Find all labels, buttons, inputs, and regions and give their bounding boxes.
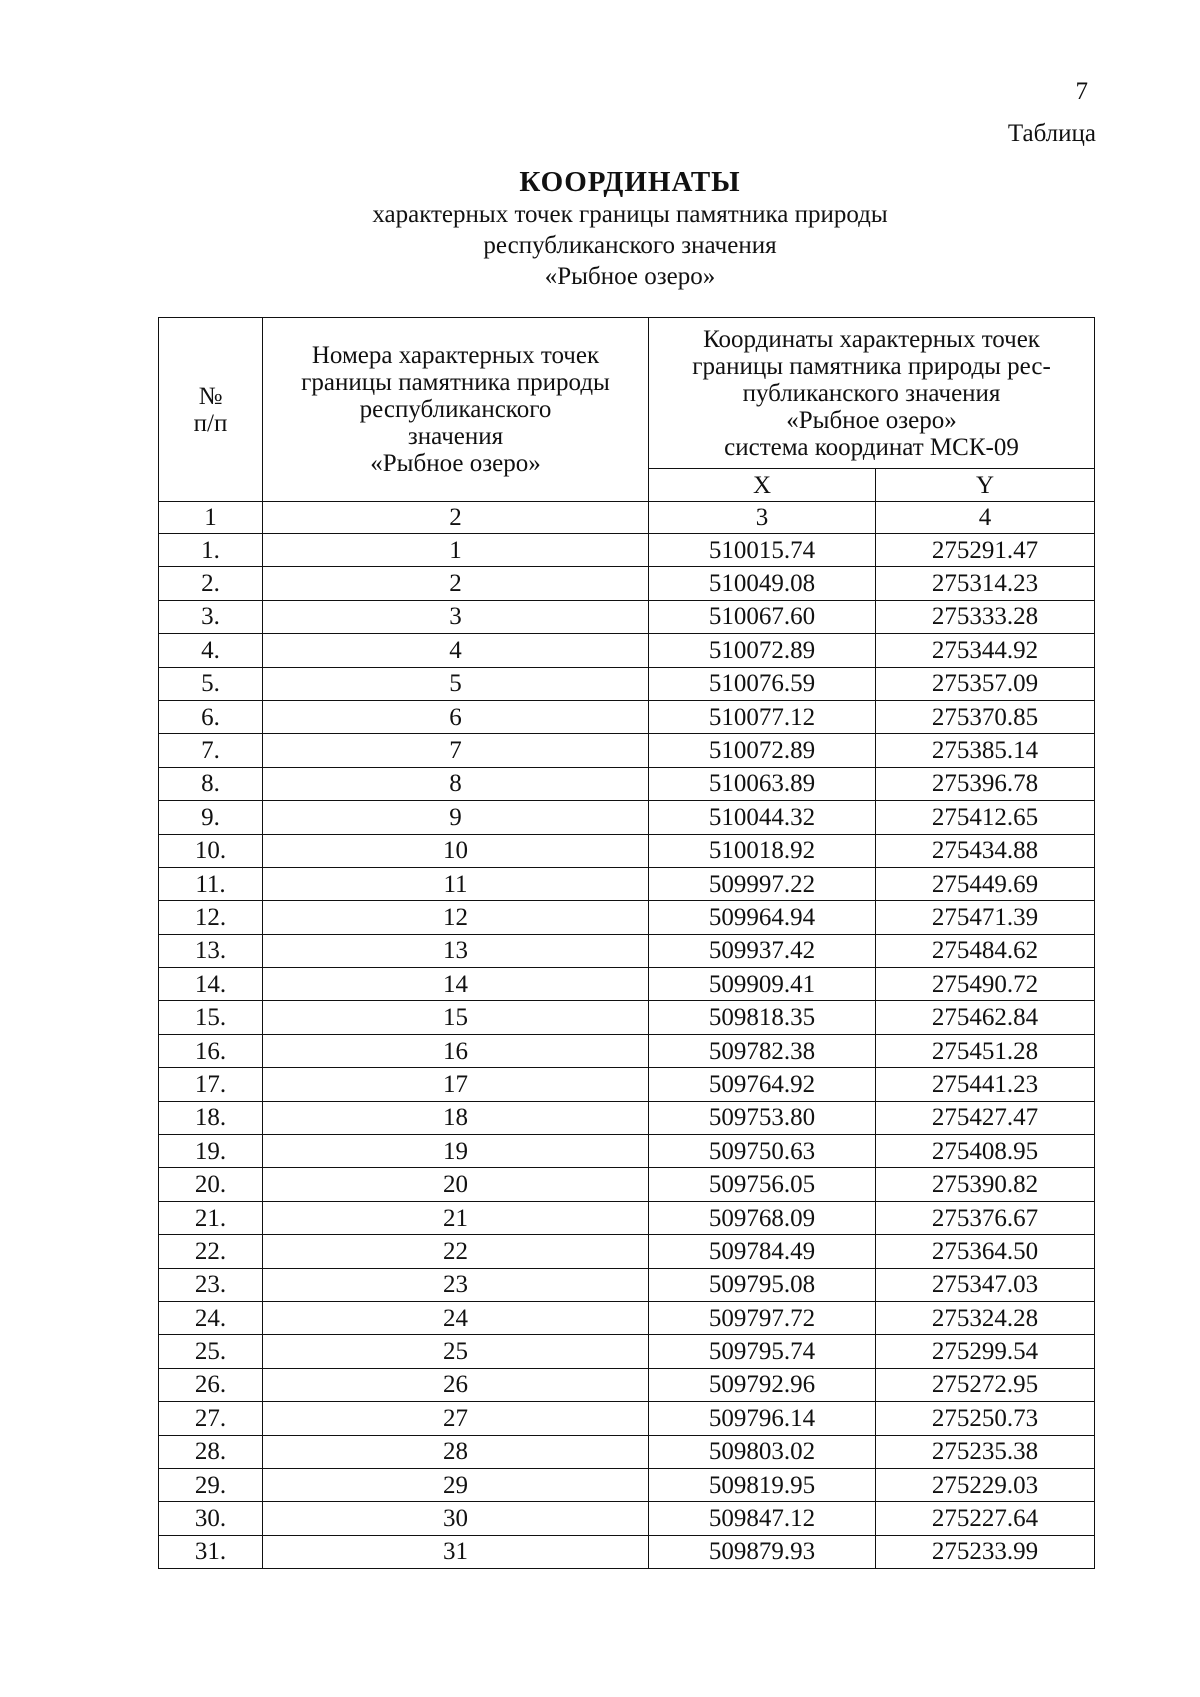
row-number-cell: 10. (159, 834, 263, 867)
header-line: «Рыбное озеро» (786, 406, 957, 434)
table-row (159, 734, 1095, 767)
subtitle-line: «Рыбное озеро» (544, 263, 716, 290)
row-number-cell: 17. (159, 1068, 263, 1101)
y-coordinate-cell: 275344.92 (876, 634, 1095, 667)
table-row (159, 534, 1095, 567)
point-number-cell: 28 (263, 1435, 649, 1468)
row-number-cell: 2. (159, 567, 263, 600)
y-coordinate-cell: 275427.47 (876, 1101, 1095, 1134)
x-coordinate-cell: 509795.08 (649, 1268, 876, 1301)
document-title: КООРДИНАТЫ (519, 166, 741, 198)
point-number-cell: 8 (263, 767, 649, 800)
table-row (159, 867, 1095, 900)
x-coordinate-cell: 509768.09 (649, 1201, 876, 1234)
y-coordinate-cell: 275462.84 (876, 1001, 1095, 1034)
y-coordinate-cell: 275412.65 (876, 801, 1095, 834)
table-row (159, 801, 1095, 834)
table-row (159, 767, 1095, 800)
point-number-cell: 15 (263, 1001, 649, 1034)
y-coordinate-cell: 275484.62 (876, 934, 1095, 967)
table-row (159, 634, 1095, 667)
x-coordinate-cell: 510044.32 (649, 801, 876, 834)
column-index: 4 (876, 502, 1095, 534)
y-coordinate-cell: 275385.14 (876, 734, 1095, 767)
point-number-cell: 26 (263, 1368, 649, 1401)
table-row (159, 901, 1095, 934)
point-number-cell: 29 (263, 1468, 649, 1501)
header-line: «Рыбное озеро» (370, 450, 541, 477)
y-coordinate-cell: 275314.23 (876, 567, 1095, 600)
x-coordinate-cell: 509797.72 (649, 1301, 876, 1334)
point-number-cell: 2 (263, 567, 649, 600)
y-coordinate-cell: 275250.73 (876, 1402, 1095, 1435)
point-number-cell: 12 (263, 901, 649, 934)
table-row (159, 1135, 1095, 1168)
header-line: границы памятника природы рес- (692, 352, 1051, 380)
point-number-cell: 20 (263, 1168, 649, 1201)
row-number-cell: 19. (159, 1135, 263, 1168)
y-coordinate-cell: 275333.28 (876, 600, 1095, 633)
x-coordinate-cell: 510072.89 (649, 734, 876, 767)
row-number-cell: 16. (159, 1034, 263, 1067)
table-row (159, 600, 1095, 633)
x-coordinate-cell: 509792.96 (649, 1368, 876, 1401)
y-coordinate-cell: 275364.50 (876, 1235, 1095, 1268)
x-coordinate-cell: 509756.05 (649, 1168, 876, 1201)
column-index: 1 (159, 502, 263, 534)
point-number-cell: 17 (263, 1068, 649, 1101)
y-coordinate-cell: 275376.67 (876, 1201, 1095, 1234)
x-coordinate-cell: 509937.42 (649, 934, 876, 967)
x-coordinate-cell: 509750.63 (649, 1135, 876, 1168)
header-line: Координаты характерных точек (703, 325, 1040, 353)
row-number-cell: 20. (159, 1168, 263, 1201)
header-x: X (649, 469, 876, 502)
table-row (159, 1535, 1095, 1568)
header-y: Y (876, 469, 1095, 502)
y-coordinate-cell: 275233.99 (876, 1535, 1095, 1568)
x-coordinate-cell: 509753.80 (649, 1101, 876, 1134)
x-coordinate-cell: 510067.60 (649, 600, 876, 633)
table-row (159, 1368, 1095, 1401)
table-row (159, 1168, 1095, 1201)
x-coordinate-cell: 510015.74 (649, 534, 876, 567)
point-number-cell: 22 (263, 1235, 649, 1268)
x-coordinate-cell: 510063.89 (649, 767, 876, 800)
table-row (159, 667, 1095, 700)
table-row (159, 1101, 1095, 1134)
column-index: 2 (263, 502, 649, 534)
header-points-column (263, 318, 649, 502)
row-number-cell: 29. (159, 1468, 263, 1501)
header-line: п/п (193, 409, 228, 437)
point-number-cell: 4 (263, 634, 649, 667)
coordinates-table (158, 317, 1095, 1569)
table-row (159, 934, 1095, 967)
x-coordinate-cell: 510049.08 (649, 567, 876, 600)
x-coordinate-cell: 509795.74 (649, 1335, 876, 1368)
row-number-cell: 21. (159, 1201, 263, 1234)
row-number-cell: 31. (159, 1535, 263, 1568)
y-coordinate-cell: 275441.23 (876, 1068, 1095, 1101)
point-number-cell: 31 (263, 1535, 649, 1568)
x-coordinate-cell: 509879.93 (649, 1535, 876, 1568)
point-number-cell: 19 (263, 1135, 649, 1168)
subtitle-line: характерных точек границы памятника природы (372, 201, 888, 228)
header-line: № (198, 382, 223, 410)
table-row (159, 1402, 1095, 1435)
table-body (159, 534, 1095, 1569)
x-coordinate-cell: 509782.38 (649, 1034, 876, 1067)
x-coordinate-cell: 509803.02 (649, 1435, 876, 1468)
point-number-cell: 11 (263, 867, 649, 900)
row-number-cell: 26. (159, 1368, 263, 1401)
point-number-cell: 7 (263, 734, 649, 767)
row-number-cell: 5. (159, 667, 263, 700)
x-coordinate-cell: 509964.94 (649, 901, 876, 934)
y-coordinate-cell: 275235.38 (876, 1435, 1095, 1468)
y-coordinate-cell: 275299.54 (876, 1335, 1095, 1368)
point-number-cell: 13 (263, 934, 649, 967)
y-coordinate-cell: 275229.03 (876, 1468, 1095, 1501)
row-number-cell: 27. (159, 1402, 263, 1435)
point-number-cell: 21 (263, 1201, 649, 1234)
subtitle-line: республиканского значения (483, 232, 777, 259)
point-number-cell: 5 (263, 667, 649, 700)
header-line: республиканского (359, 396, 552, 423)
table-header (159, 318, 1095, 534)
y-coordinate-cell: 275227.64 (876, 1502, 1095, 1535)
x-coordinate-cell: 509784.49 (649, 1235, 876, 1268)
y-coordinate-cell: 275471.39 (876, 901, 1095, 934)
point-number-cell: 3 (263, 600, 649, 633)
y-coordinate-cell: 275347.03 (876, 1268, 1095, 1301)
row-number-cell: 13. (159, 934, 263, 967)
y-coordinate-cell: 275490.72 (876, 968, 1095, 1001)
row-number-cell: 30. (159, 1502, 263, 1535)
row-number-cell: 4. (159, 634, 263, 667)
table-row (159, 567, 1095, 600)
point-number-cell: 16 (263, 1034, 649, 1067)
x-coordinate-cell: 509847.12 (649, 1502, 876, 1535)
point-number-cell: 9 (263, 801, 649, 834)
page-number: 7 (1075, 78, 1088, 105)
row-number-cell: 7. (159, 734, 263, 767)
y-coordinate-cell: 275449.69 (876, 867, 1095, 900)
y-coordinate-cell: 275408.95 (876, 1135, 1095, 1168)
row-number-cell: 25. (159, 1335, 263, 1368)
point-number-cell: 23 (263, 1268, 649, 1301)
row-number-cell: 18. (159, 1101, 263, 1134)
row-number-cell: 12. (159, 901, 263, 934)
table-row (159, 1468, 1095, 1501)
y-coordinate-cell: 275272.95 (876, 1368, 1095, 1401)
x-coordinate-cell: 509764.92 (649, 1068, 876, 1101)
row-number-cell: 11. (159, 867, 263, 900)
point-number-cell: 25 (263, 1335, 649, 1368)
point-number-cell: 27 (263, 1402, 649, 1435)
x-coordinate-cell: 509796.14 (649, 1402, 876, 1435)
table-row (159, 1034, 1095, 1067)
point-number-cell: 10 (263, 834, 649, 867)
x-coordinate-cell: 509818.35 (649, 1001, 876, 1034)
table-row (159, 834, 1095, 867)
x-coordinate-cell: 510018.92 (649, 834, 876, 867)
y-coordinate-cell: 275396.78 (876, 767, 1095, 800)
y-coordinate-cell: 275370.85 (876, 700, 1095, 733)
y-coordinate-cell: 275434.88 (876, 834, 1095, 867)
point-number-cell: 6 (263, 700, 649, 733)
table-row (159, 1502, 1095, 1535)
column-index-row (159, 502, 1095, 534)
table-row (159, 1335, 1095, 1368)
table-row (159, 1235, 1095, 1268)
header-line: публиканского значения (742, 379, 1001, 407)
y-coordinate-cell: 275390.82 (876, 1168, 1095, 1201)
y-coordinate-cell: 275291.47 (876, 534, 1095, 567)
header-coordinates-column (649, 318, 1095, 469)
y-coordinate-cell: 275357.09 (876, 667, 1095, 700)
row-number-cell: 6. (159, 700, 263, 733)
y-coordinate-cell: 275324.28 (876, 1301, 1095, 1334)
point-number-cell: 30 (263, 1502, 649, 1535)
row-number-cell: 24. (159, 1301, 263, 1334)
row-number-cell: 3. (159, 600, 263, 633)
table-row (159, 968, 1095, 1001)
table-row (159, 1068, 1095, 1101)
column-index: 3 (649, 502, 876, 534)
row-number-cell: 14. (159, 968, 263, 1001)
header-line: границы памятника природы (301, 369, 610, 396)
row-number-cell: 15. (159, 1001, 263, 1034)
point-number-cell: 24 (263, 1301, 649, 1334)
row-number-cell: 22. (159, 1235, 263, 1268)
x-coordinate-cell: 510072.89 (649, 634, 876, 667)
row-number-cell: 8. (159, 767, 263, 800)
point-number-cell: 18 (263, 1101, 649, 1134)
header-line: Номера характерных точек (311, 342, 600, 369)
point-number-cell: 14 (263, 968, 649, 1001)
row-number-cell: 9. (159, 801, 263, 834)
point-number-cell: 1 (263, 534, 649, 567)
x-coordinate-cell: 509909.41 (649, 968, 876, 1001)
table-row (159, 1435, 1095, 1468)
row-number-cell: 1. (159, 534, 263, 567)
x-coordinate-cell: 510076.59 (649, 667, 876, 700)
document-heading (0, 165, 1200, 292)
x-coordinate-cell: 510077.12 (649, 700, 876, 733)
row-number-cell: 23. (159, 1268, 263, 1301)
table-row (159, 700, 1095, 733)
x-coordinate-cell: 509819.95 (649, 1468, 876, 1501)
row-number-cell: 28. (159, 1435, 263, 1468)
table-row (159, 1268, 1095, 1301)
table-label: Таблица (1007, 120, 1096, 147)
y-coordinate-cell: 275451.28 (876, 1034, 1095, 1067)
header-line: значения (407, 423, 504, 450)
table-row (159, 1201, 1095, 1234)
table-row (159, 1001, 1095, 1034)
header-line: система координат МСК-09 (724, 433, 1019, 461)
header-number-column (159, 318, 263, 502)
table-row (159, 1301, 1095, 1334)
x-coordinate-cell: 509997.22 (649, 867, 876, 900)
